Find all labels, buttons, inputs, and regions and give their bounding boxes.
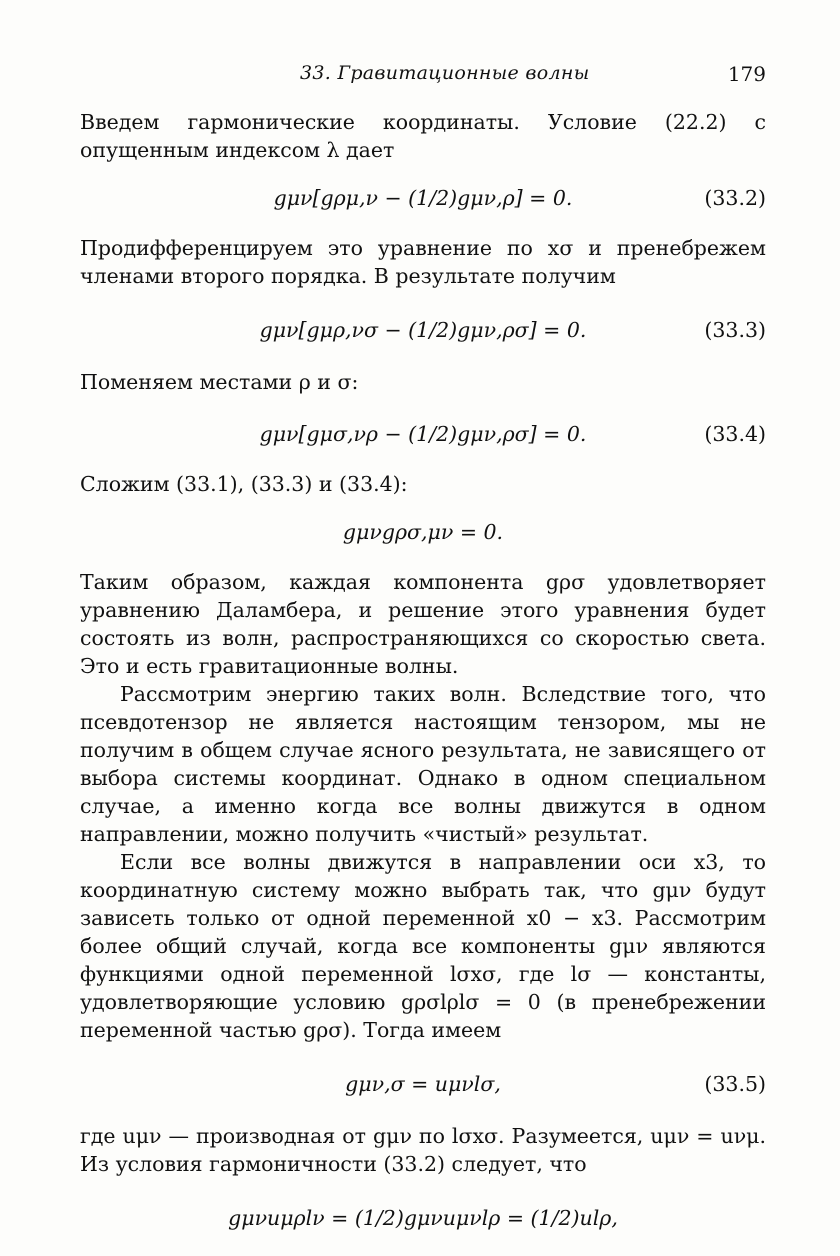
equation: [80, 184, 766, 212]
equation: [80, 1070, 766, 1098]
equation-number: (33.3): [704, 318, 766, 342]
paragraph: Рассмотрим энергию таких волн. Вследствие того, что псевдотензор не является настоящим тензором, мы не получим в общем случае ясного результата, не зависящего от выбора системы координат. Однако в одном специальном случае, а именно когда все волны движутся в одном направлении, можно получить «чистый» результат.: [80, 682, 766, 846]
paragraph: где uμν — производная от gμν по lσxσ. Разумеется, uμν = uνμ. Из условия гармоничности (33.2) следует, что: [80, 1124, 766, 1176]
paragraph: Продифференцируем это уравнение по xσ и пренебрежем членами второго порядка. В результате получим: [80, 236, 766, 288]
paragraph: Таким образом, каждая компонента gρσ удовлетворяет уравнению Даламбера, и решение этого уравнения будет состоять из волн, распространяющихся со скоростью света. Это и есть гравитационные волны.: [80, 570, 766, 678]
equation: [80, 518, 766, 546]
page-header: [80, 62, 766, 92]
paragraph: Если все волны движутся в направлении оси x3, то координатную систему можно выбрать так, что gμν будут зависеть только от одной переменной x0 − x3. Рассмотрим более общий случай, когда все компоненты gμν являются функциями одной переменной lσxσ, где lσ — константы, удовлетворяющие условию gρσlρlσ = 0 (в пренебрежении переменной частью gρσ). Тогда имеем: [80, 850, 766, 1042]
equation-formula: gμν[gμσ,νρ − (1/2)gμν,ρσ] = 0.: [259, 422, 587, 446]
equation: [80, 316, 766, 344]
paragraph: Сложим (33.1), (33.3) и (33.4):: [80, 472, 408, 496]
paragraph: Введем гармонические координаты. Условие (22.2) с опущенным индексом λ дает: [80, 110, 766, 162]
paragraph: Поменяем местами ρ и σ:: [80, 370, 359, 394]
equation: [80, 1204, 766, 1232]
equation: [80, 420, 766, 448]
equation-formula: gμν[gμρ,νσ − (1/2)gμν,ρσ] = 0.: [259, 318, 587, 342]
running-title: 33. Гравитационные волны: [300, 62, 590, 84]
page-body: [80, 108, 766, 1256]
page-number: 179: [727, 62, 766, 86]
equation-number: (33.4): [704, 422, 766, 446]
equation-formula: gμνgρσ,μν = 0.: [342, 520, 504, 544]
equation-formula: gμνuμρlν = (1/2)gμνuμνlρ = (1/2)ulρ,: [228, 1206, 618, 1230]
equation-formula: gμν,σ = uμνlσ,: [345, 1072, 501, 1096]
equation-number: (33.5): [704, 1072, 766, 1096]
equation-formula: gμν[gρμ,ν − (1/2)gμν,ρ] = 0.: [273, 186, 573, 210]
equation-number: (33.2): [704, 186, 766, 210]
